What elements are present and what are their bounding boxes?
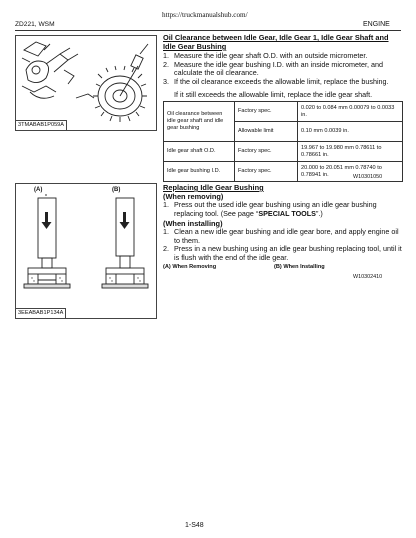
oil-clearance-ref: W10301050	[353, 174, 383, 180]
header-rule	[15, 30, 401, 31]
table-cell: Factory spec.	[235, 102, 298, 122]
caption-a: (A) When Removing	[163, 264, 217, 270]
list-item: 2. Measure the idle gear bushing I.D. with an inside micrometer, and calculate the oil clearance.	[163, 59, 383, 78]
oil-clearance-title: Oil Clearance between Idle Gear, Idle Gear 1, Idle Gear Shaft and Idle Gear Bushing	[163, 33, 389, 51]
table-cell: Idle gear bushing I.D.	[164, 162, 235, 182]
header-url[interactable]: https://truckmanualshub.com/	[162, 11, 248, 19]
table-cell: Oil clearance between idle gear shaft and idle gear bushing	[164, 102, 235, 142]
list-item: 1. Clean a new idle gear bushing and idle gear bore, and apply engine oil to them.	[163, 227, 399, 245]
table-cell: 20.000 to 20.051 mm 0.78740 to 0.78941 in.	[298, 162, 403, 182]
replacing-ref: W10302410	[353, 274, 383, 280]
table-cell: Factory spec.	[235, 142, 298, 162]
table-row	[164, 102, 403, 122]
figure-label-a: (A)	[34, 187, 43, 193]
oil-clearance-steps	[163, 52, 403, 86]
installing-steps	[163, 228, 403, 262]
installing-heading: (When installing)	[163, 219, 223, 228]
table-cell: 0.020 to 0.084 mm 0.00079 to 0.0033 in.	[298, 102, 403, 122]
table-cell: Allowable limit	[235, 122, 298, 142]
header-section: ENGINE	[363, 21, 390, 28]
table-row	[164, 142, 403, 162]
figure-caption: 3TMABAB1P059A	[16, 120, 67, 130]
figure-label-b: (B)	[112, 187, 121, 193]
replacing-title: Replacing Idle Gear Bushing	[163, 183, 264, 192]
table-cell: 0.10 mm 0.0039 in.	[298, 122, 403, 142]
removing-heading: (When removing)	[163, 192, 224, 201]
figure-bushing-tool	[15, 183, 157, 319]
caption-b: (B) When Installing	[274, 264, 325, 270]
header-model: ZD221, WSM	[15, 21, 55, 28]
page-number: 1-S48	[185, 522, 204, 529]
figure-caption: 3EEABAB1P134A	[16, 308, 66, 318]
table-cell: 19.967 to 19.980 mm 0.78611 to 0.78661 in.	[298, 142, 403, 162]
list-item: 1. Press out the used idle gear bushing using an idle gear bushing replacing tool. (See page “SPECIAL TOOLS”.)	[163, 200, 377, 218]
list-item: 3. If the oil clearance exceeds the allowable limit, replace the bushing.	[163, 76, 389, 86]
table-cell: Factory spec.	[235, 162, 298, 182]
spec-table	[163, 101, 403, 182]
list-item: 1. Measure the idle gear shaft O.D. with an outside micrometer.	[163, 51, 368, 60]
removing-steps	[163, 201, 403, 218]
oil-clearance-note: If it still exceeds the allowable limit, replace the idle gear shaft.	[174, 90, 373, 99]
list-item: 2. Press in a new bushing using an idle gear bushing replacing tool, until it is flush with the end of the idle gear.	[163, 244, 402, 262]
table-cell: Idle gear shaft O.D.	[164, 142, 235, 162]
special-tools-link: SPECIAL TOOLS	[258, 208, 316, 218]
figure-micrometer	[15, 35, 157, 131]
bushing-tool-illustration	[16, 184, 156, 318]
micrometer-illustration	[16, 36, 156, 130]
